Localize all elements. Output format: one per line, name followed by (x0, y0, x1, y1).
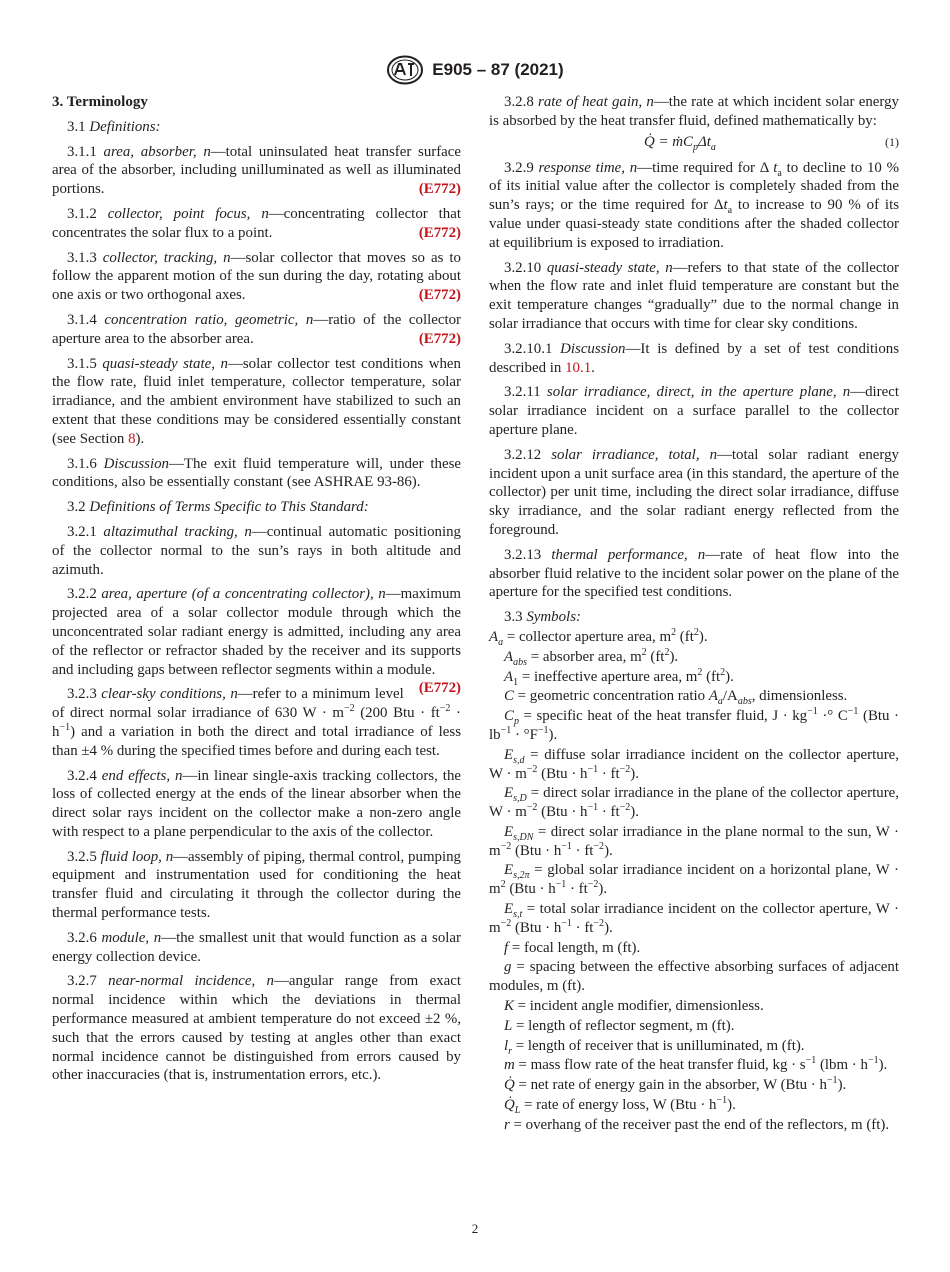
definition-3-1-4: 3.1.4 concentration ratio, geometric, n—ratio of the collector aperture area to the absorber area. (E772) (52, 311, 461, 347)
reference-link[interactable]: (E772) (418, 287, 461, 304)
definition-3-2-4: 3.2.4 end effects, n—in linear single-axis tracking collectors, the loss of collected energy at the ends of the linear absorber when the direct solar rays incident on the collector make a non-zero angle with respect to a plane perpendicular to the axis of the collector. (52, 767, 461, 840)
page-number: 2 (471, 1221, 479, 1236)
definition-3-1-2: 3.1.2 collector, point focus, n—concentrating collector that concentrates the solar flux to a point. (E772) (52, 205, 461, 241)
astm-logo-icon (386, 55, 424, 85)
definition-3-2-8: 3.2.8 rate of heat gain, n—the rate at which incident solar energy is absorbed by the heat transfer fluid, defined mathematically by: (489, 94, 899, 129)
definition-3-2-1: 3.2.1 altazimuthal tracking, n—continual automatic positioning of the collector normal to the sun’s rays in both altitude and azimuth. (52, 523, 461, 578)
symbol-cp: $C_p$ = specific heat of the heat transfer fluid, $J \cdot kg^{-1}$ ·° $C^{-1}$ $(Btu \cdot lb^{-1} \cdot ^\circ F^{-1})$. (489, 706, 899, 743)
symbol-q: Q̇ = net rate of energy gain in the absorber, W $(Btu \cdot h^{-1})$. (504, 1075, 847, 1094)
right-column (489, 93, 899, 1136)
symbol-m: m = mass flow rate of the heat transfer fluid, kg · $s^{-1}$ $(lbm \cdot h^{-1})$. (504, 1055, 888, 1074)
discussion-3-1-6: 3.1.6 Discussion—The exit fluid temperature will, under these conditions, also be essentially constant (see ASHRAE 93-86). (52, 455, 461, 491)
symbol-aa: $A_a$ = collector aperture area, $m^2$ $(ft^2)$. (489, 626, 708, 648)
symbol-k: K = incident angle modifier, dimensionless. (504, 998, 764, 1015)
equation-body: Q̇ = $ṁC_p\Delta t_a$ (644, 133, 716, 153)
definition-3-2-13: 3.2.13 thermal performance, n—rate of heat flow into the absorber fluid relative to the incident solar power on the plane of the aperture for the specified test conditions. (489, 546, 899, 601)
symbol-esD: $E_{s,D}$ = direct solar irradiance in the plane of the collector aperture, $W \cdot m^{-2}$ $(Btu \cdot h^{-1} \cdot ft^{-2})$. (489, 785, 899, 821)
symbol-esd: $E_{s,d}$ = diffuse solar irradiance incident on the collector aperture, $W \cdot m^{-2}$ $(Btu \cdot h^{-1} \cdot ft^{-2})$. (489, 746, 899, 782)
page-header (0, 55, 950, 85)
symbol-g: g = spacing between the effective absorbing surfaces of adjacent modules, m (ft). (489, 959, 899, 995)
equation-number: (1) (885, 134, 899, 149)
symbol-a1: $A_1$ = ineffective aperture area, $m^2$ $(ft^2)$. (504, 666, 734, 688)
symbol-c: C = geometric concentration ratio $A_a/A_{abs}$, dimensionless. (504, 688, 848, 708)
definition-3-2-11: 3.2.11 solar irradiance, direct, in the aperture plane, n—direct solar irradiance incident on a surface parallel to the collector aperture plane. (489, 384, 899, 438)
definition-3-1-1: 3.1.1 area, absorber, n—total uninsulated heat transfer surface area of the absorber, including unilluminated as well as illuminated portions. (E772) (52, 143, 462, 198)
left-column (52, 93, 461, 1091)
symbol-lr: $l_r$ = length of receiver that is unilluminated, m (ft). (504, 1037, 805, 1057)
standard-designation: E905 – 87 (2021) (432, 60, 564, 79)
subsection-3-2: 3.2 Definitions of Terms Specific to This Standard: (67, 499, 369, 516)
definition-3-2-2: 3.2.2 area, aperture (of a concentrating collector), n—maximum projected area of a solar collector module through which the unconcentrated solar radiant energy is admitted, including any area of the reflector or refractor shaded by the receiver and its supports and including gaps between reflector segments within a module. (E772) (52, 586, 461, 697)
definition-3-1-5: 3.1.5 quasi-steady state, n—solar collector test conditions when the flow rate, fluid inlet temperature, collector temperature, solar irradiance, and the ambient environment have stabilized to such an extent that these conditions may be considered essentially constant (see Section 8). (52, 355, 461, 447)
reference-link[interactable]: (E772) (418, 181, 461, 198)
reference-link[interactable]: (E772) (418, 224, 461, 241)
reference-link[interactable]: (E772) (418, 680, 461, 697)
definition-3-2-7: 3.2.7 near-normal incidence, n—angular range from exact normal incidence within which the deviations in thermal performance measured at ambient temperature do not exceed ±2 %, such that the errors caused by testing at angles other than exact normal incidence cannot be distinguished from errors caused by other inaccuracies (that is, instrumentation errors, etc.). (52, 973, 461, 1084)
definition-3-2-5: 3.2.5 fluid loop, n—assembly of piping, thermal control, pumping equipment and instrumentation used for conditioning the heat transfer fluid and circulating it through the collector during the thermal performance tests. (52, 848, 461, 922)
symbol-aabs: $A_{abs}$ = absorber area, $m^2$ $(ft^2)$. (504, 646, 679, 668)
symbol-f: f = focal length, m (ft). (504, 939, 641, 956)
equation-1 (489, 133, 899, 155)
symbol-esdn: $E_{s,DN}$ = direct solar irradiance in the plane normal to the sun, $W \cdot m^{-2}$ $(Btu \cdot h^{-1} \cdot ft^{-2})$. (489, 823, 899, 859)
discussion-3-2-10-1: 3.2.10.1 Discussion—It is defined by a set of test conditions described in 10.1. (489, 340, 900, 376)
subsection-3-3: 3.3 Symbols: (504, 609, 581, 626)
symbol-es2pi: $E_{s,2\pi}$ = global solar irradiance incident on a horizontal plane, $W \cdot m^2$ $(Btu \cdot h^{-1} \cdot ft^{-2})$. (489, 862, 899, 898)
section-title: 3. Terminology (52, 94, 148, 110)
definition-3-2-6: 3.2.6 module, n—the smallest unit that would function as a solar energy collection device. (52, 929, 461, 965)
subsection-3-1: 3.1 Definitions: (67, 118, 161, 135)
symbol-l: L = length of reflector segment, m (ft). (504, 1017, 735, 1034)
symbol-r: r = overhang of the receiver past the end of the reflectors, m (ft). (504, 1116, 890, 1133)
section-link[interactable]: 8 (128, 430, 136, 447)
definition-3-1-3: 3.1.3 collector, tracking, n—solar collector that moves so as to follow the apparent motion of the sun during the day, rotating about one axis or two orthogonal axes. (E772) (52, 249, 461, 304)
section-link[interactable]: 10.1 (565, 359, 592, 376)
definition-3-2-9: 3.2.9 response time, n—time required for Δ $t_a$ to decline to 10 % of its initial value after the collector is completely shaded from the sun’s rays; or the time required for $\Delta t_a$ to increase to 90 % of its value under quasi-steady state conditions after the shaded collector at equilibrium is exposed to irradiation. (489, 159, 899, 251)
definition-3-2-3: 3.2.3 clear-sky conditions, n—refer to a minimum level of direct normal solar irradiance of 630 $W \cdot m^{-2}$ (200 Btu · $ft^{-2} \cdot h^{-1}$) and a variation in both the direct and total irradiance of less than ±4 % during the specified times before and during each test. (52, 686, 461, 759)
reference-link[interactable]: (E772) (418, 330, 461, 347)
definition-3-2-12: 3.2.12 solar irradiance, total, n—total solar radiant energy incident upon a unit surface area (in this standard, the aperture of the collector) per unit time, including the direct solar irradiance, diffuse sky irradiance, and the solar radiant energy reflected from the foreground. (489, 446, 899, 538)
symbol-ql: $Q̇_L$ = rate of energy loss, W $(Btu \cdot h^{-1})$. (504, 1095, 736, 1117)
definition-3-2-10: 3.2.10 quasi-steady state, n—refers to that state of the collector when the flow rate and inlet fluid temperature are constant but the exit temperature changes “gradually” due to the normal change in solar irradiance that occurs with time for clear sky conditions. (489, 259, 899, 332)
symbol-est: $E_{s,t}$ = total solar irradiance incident on the collector aperture, $W \cdot m^{-2}$ $(Btu \cdot h^{-1} \cdot ft^{-2})$. (489, 901, 899, 936)
